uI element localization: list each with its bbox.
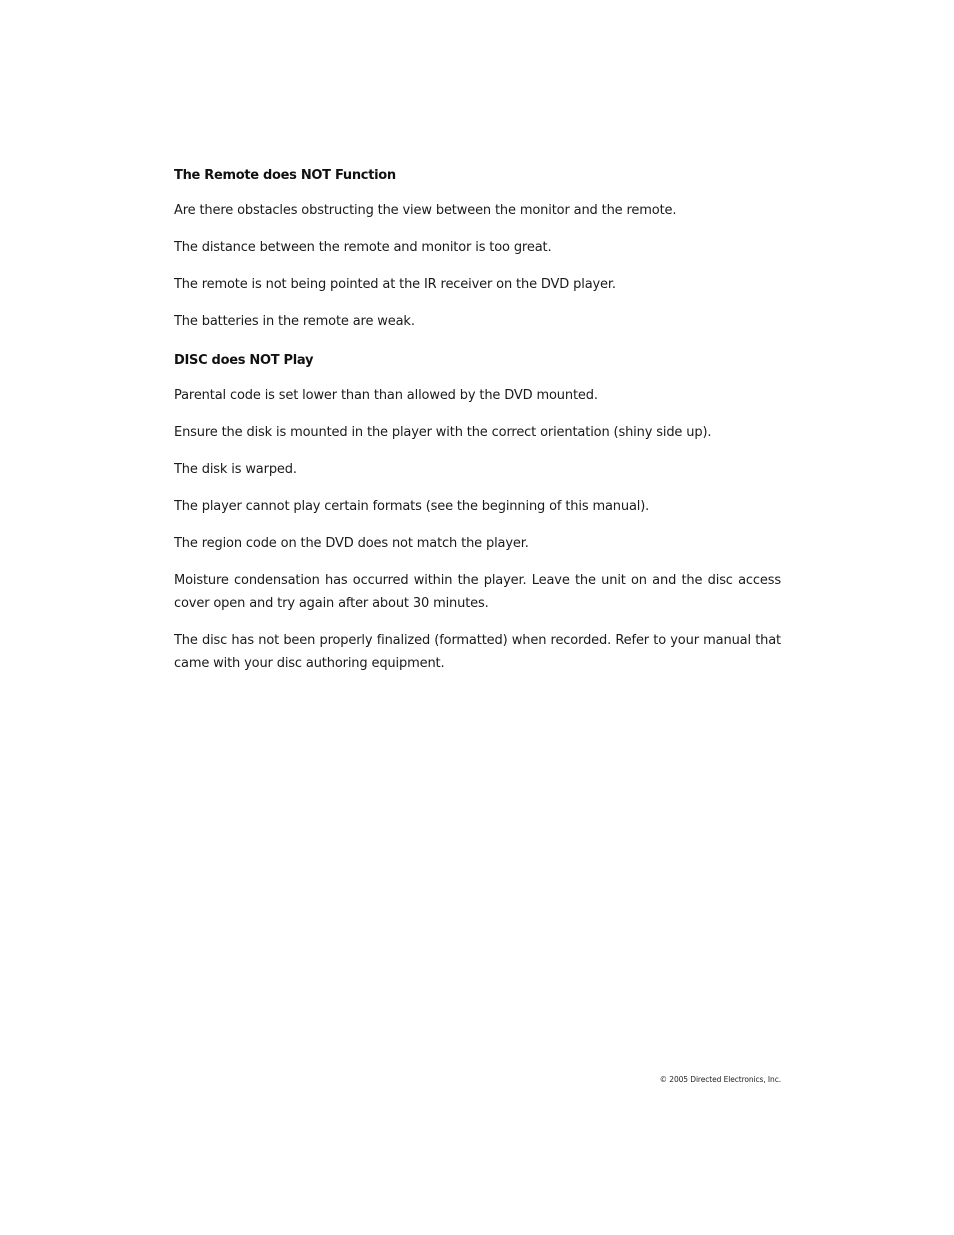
disc-item-warped: The disk is warped. <box>174 462 297 477</box>
section-heading-disc: DISC does NOT Play <box>174 353 314 368</box>
disc-item-parental-code: Parental code is set lower than than allowed by the DVD mounted. <box>174 388 598 403</box>
disc-item-finalized: The disc has not been properly finalized (formatted) when recorded. Refer to your manual that came with your disc authoring equipment. <box>174 633 781 671</box>
remote-item-batteries: The batteries in the remote are weak. <box>174 314 415 329</box>
disc-item-orientation: Ensure the disk is mounted in the player with the correct orientation (shiny side up). <box>174 425 712 440</box>
copyright-footer: © 2005 Directed Electronics, Inc. <box>659 1075 781 1084</box>
disc-item-region-code: The region code on the DVD does not match the player. <box>174 536 529 551</box>
remote-section-heading-wrap <box>174 160 781 197</box>
disc-section-heading-wrap <box>174 345 781 382</box>
remote-item-ir-receiver: The remote is not being pointed at the IR receiver on the DVD player. <box>174 277 616 292</box>
disc-item-moisture: Moisture condensation has occurred within the player. Leave the unit on and the disc access cover open and try again after about 30 minutes. <box>174 573 781 611</box>
disc-item-formats: The player cannot play certain formats (see the beginning of this manual). <box>174 499 650 514</box>
section-heading-remote: The Remote does NOT Function <box>174 168 396 183</box>
document-body <box>174 160 781 687</box>
remote-item-obstacles: Are there obstacles obstructing the view between the monitor and the remote. <box>174 203 677 218</box>
remote-item-distance: The distance between the remote and monitor is too great. <box>174 240 552 255</box>
